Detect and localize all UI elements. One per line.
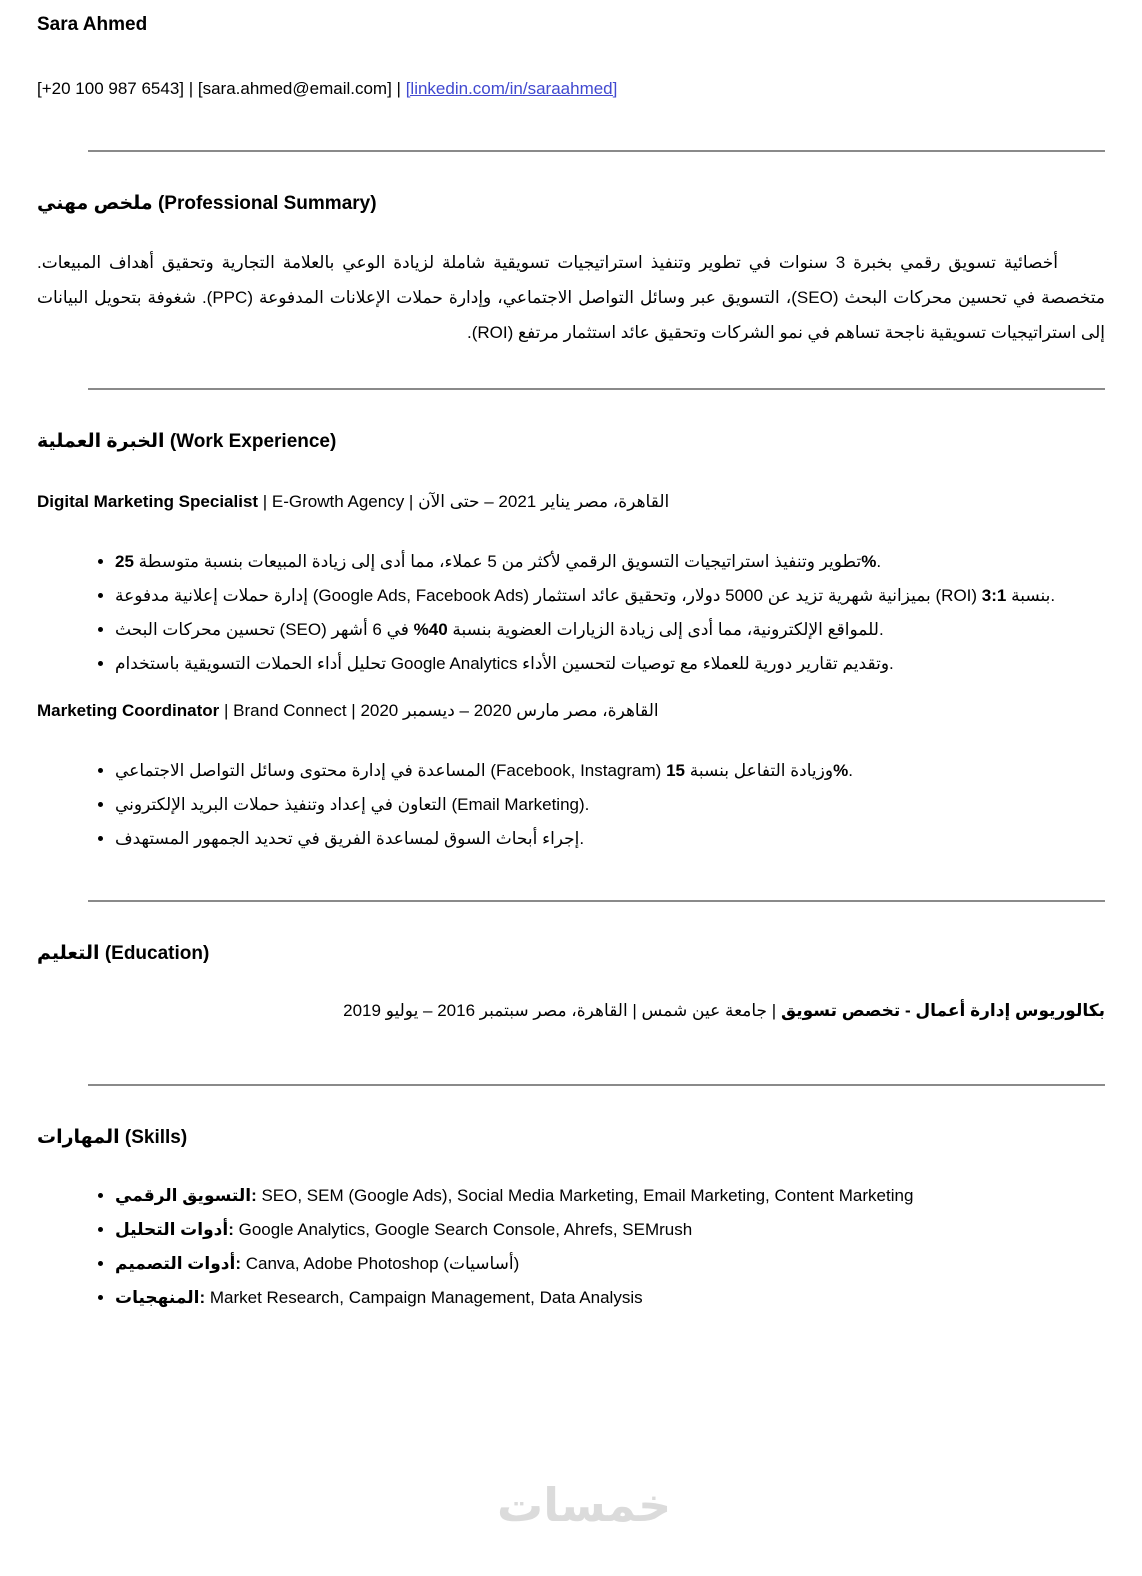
list-item	[115, 647, 1105, 681]
skills-heading: المهارات (Skills)	[37, 1127, 188, 1148]
contact-separator: |	[391, 79, 406, 98]
list-item	[115, 545, 1105, 579]
job-bullet-list	[37, 754, 1105, 856]
list-item	[115, 579, 1105, 613]
list-item	[115, 1281, 1105, 1315]
text: .	[848, 761, 853, 780]
section-divider	[88, 388, 1105, 390]
text: Canva, Adobe Photoshop (أساسيات)	[241, 1254, 520, 1273]
text: تحليل أداء الحملات التسويقية باستخدام Google Analytics وتقديم تقارير دورية للعملاء مع توصيات لتحسين الأداء.	[115, 654, 894, 673]
job-title-line	[37, 700, 1105, 722]
list-item	[115, 754, 1105, 788]
section-divider	[88, 150, 1105, 152]
section-divider	[88, 1084, 1105, 1086]
job-title: Digital Marketing Specialist	[37, 492, 259, 511]
candidate-name: Sara Ahmed	[37, 14, 148, 35]
degree-title: بكالوريوس إدارة أعمال - تخصص تسويق	[780, 1001, 1105, 1020]
text: Google Analytics, Google Search Console, Ahrefs, SEMrush	[233, 1220, 693, 1239]
text: تطوير وتنفيذ استراتيجيات التسويق الرقمي لأكثر من 5 عملاء، مما أدى إلى زيادة المبيعات بنسبة متوسطة	[133, 552, 862, 571]
summary-heading: ملخص مهني (Professional Summary)	[37, 193, 377, 214]
job-meta: | E-Growth Agency | القاهرة، مصر يناير 2021 – حتى الآن	[258, 492, 670, 511]
bold-text: 25%	[115, 552, 877, 571]
summary-paragraph: أخصائية تسويق رقمي بخبرة 3 سنوات في تطوير وتنفيذ استراتيجيات تسويقية شاملة لزيادة الوعي بالعلامة التجارية وتحقيق أهداف المبيعات. متخصصة في تحسين محركات البحث (SEO)، التسويق عبر وسائل التواصل الاجتماعي، وإدارة حملات الإعلانات المدفوعة (PPC). شغوفة بتحويل البيانات إلى استراتيجيات تسويقية ناجحة تساهم في نمو الشركات وتحقيق عائد استثمار مرتفع (ROI).	[37, 253, 1105, 342]
experience-heading: الخبرة العملية (Work Experience)	[37, 431, 337, 452]
text: SEO, SEM (Google Ads), Social Media Marketing, Email Marketing, Content Marketing	[256, 1186, 914, 1205]
bold-text: 40%	[413, 620, 448, 639]
bold-text: التسويق الرقمي:	[115, 1186, 257, 1205]
list-item	[115, 1179, 1105, 1213]
text: تحسين محركات البحث (SEO) للمواقع الإلكترونية، مما أدى إلى زيادة الزيارات العضوية بنسبة	[115, 620, 879, 639]
text: إدارة حملات إعلانية مدفوعة (Google Ads, Facebook Ads) بميزانية شهرية تزيد عن 5000 دولار، وتحقيق عائد استثمار (ROI) بنسبة	[115, 586, 1051, 605]
education-heading: التعليم (Education)	[37, 943, 210, 964]
text: في 6 أشهر.	[331, 620, 884, 639]
bold-text: المنهجيات:	[115, 1288, 206, 1307]
job-bullet-list	[37, 545, 1105, 681]
list-item	[115, 1247, 1105, 1281]
list-item	[115, 1213, 1105, 1247]
list-item	[115, 613, 1105, 647]
bold-text: أدوات التحليل:	[115, 1220, 234, 1239]
text: المساعدة في إدارة محتوى وسائل التواصل الاجتماعي (Facebook, Instagram) وزيادة التفاعل بنسبة	[115, 761, 834, 780]
text: إجراء أبحاث السوق لمساعدة الفريق في تحديد الجمهور المستهدف.	[115, 829, 585, 848]
email-address: [sara.ahmed@email.com]	[197, 79, 392, 98]
text: Market Research, Campaign Management, Data Analysis	[205, 1288, 643, 1307]
bold-text: 3:1	[981, 586, 1007, 605]
section-divider	[88, 900, 1105, 902]
education-meta: | جامعة عين شمس | القاهرة، مصر سبتمبر 2016 – يوليو 2019	[343, 1001, 781, 1020]
phone-number: [+20 100 987 6543]	[37, 79, 184, 98]
bold-text: أدوات التصميم:	[115, 1254, 241, 1273]
contact-line	[37, 78, 1105, 99]
text: .	[1050, 586, 1056, 605]
education-line	[37, 1000, 1105, 1022]
text: التعاون في إعداد وتنفيذ حملات البريد الإلكتروني (Email Marketing).	[115, 795, 590, 814]
text: .	[876, 552, 882, 571]
job-title-line	[37, 491, 1105, 513]
linkedin-link[interactable]: [linkedin.com/in/saraahmed]	[405, 79, 618, 98]
site-watermark: خمسات	[497, 1479, 672, 1531]
bold-text: 15%	[666, 761, 849, 780]
job-meta: | Brand Connect | القاهرة، مصر مارس 2020 – ديسمبر 2020	[219, 701, 659, 720]
skills-list	[37, 1179, 1105, 1315]
job-title: Marketing Coordinator	[37, 701, 220, 720]
list-item	[115, 788, 1105, 822]
list-item	[115, 822, 1105, 856]
contact-separator: |	[184, 79, 198, 98]
